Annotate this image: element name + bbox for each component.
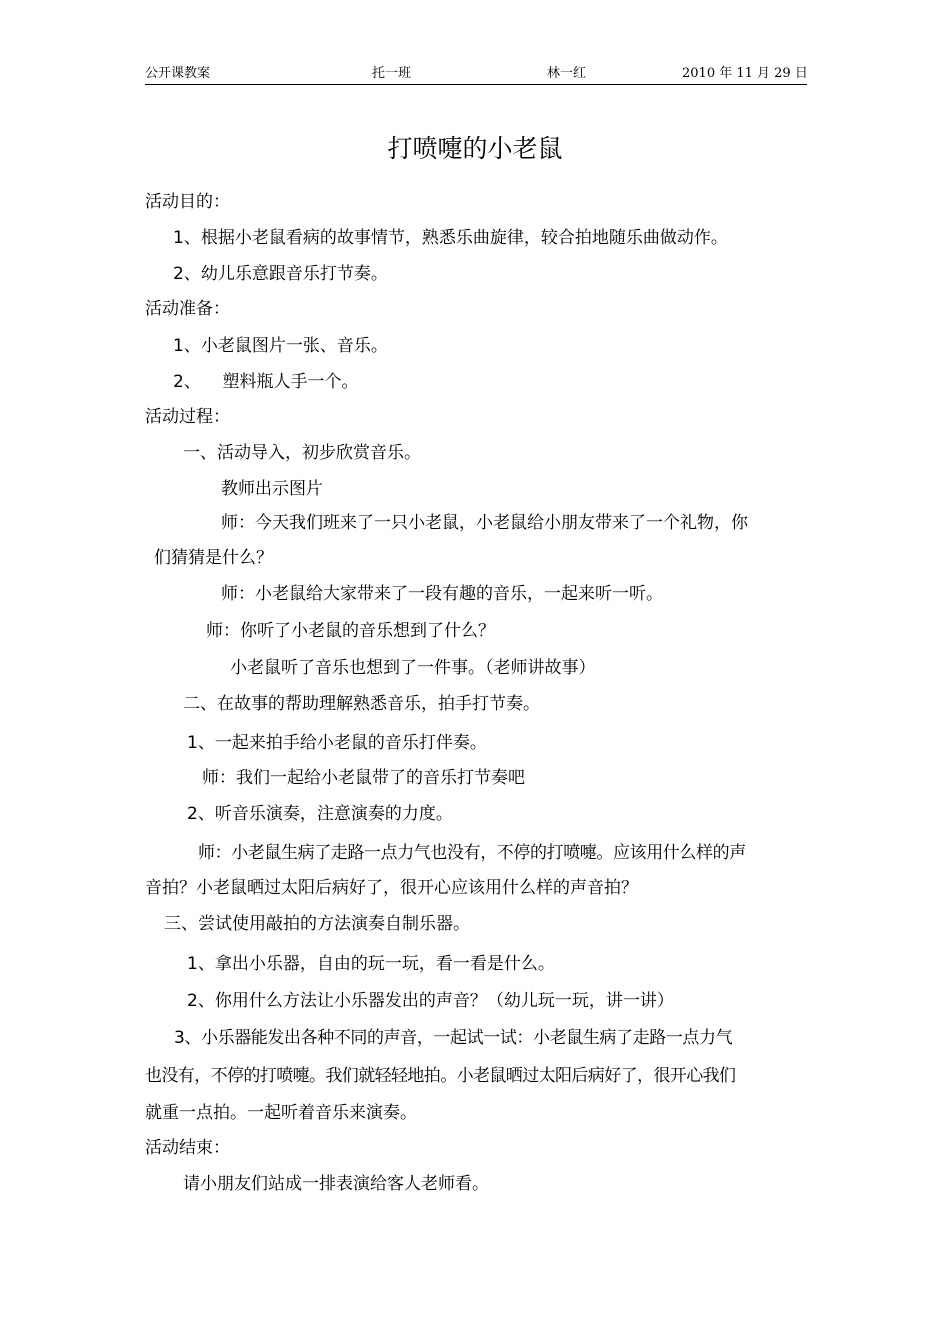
header-class-name: 托一班 xyxy=(372,66,412,81)
step3-item-2 xyxy=(187,989,674,1013)
header-rule xyxy=(145,84,807,85)
step3-item-2-num: 2 xyxy=(187,991,198,1011)
goals-item-1-text: 、根据小老鼠看病的故事情节，熟悉乐曲旋律，较合拍地随乐曲做动作。 xyxy=(183,228,728,248)
step2-item-1-teacher: 师：我们一起给小老鼠带了的音乐打节奏吧 xyxy=(202,768,525,788)
goals-item-2 xyxy=(173,262,388,286)
step1-line-3: 师：小老鼠给大家带来了一段有趣的音乐，一起来听一听。 xyxy=(221,584,663,604)
goals-item-1 xyxy=(173,226,728,250)
prep-item-2-num: 2 xyxy=(173,372,184,392)
step1-title: 一、活动导入，初步欣赏音乐。 xyxy=(183,443,421,463)
header-teacher: 林一红 xyxy=(547,66,587,81)
goals-item-2-num: 2 xyxy=(173,264,184,284)
prep-item-2-text: 、 塑料瓶人手一个。 xyxy=(183,372,359,392)
step2-item-1-num: 1 xyxy=(187,733,198,753)
step2-item-2-teacher-b: 音拍？小老鼠晒过太阳后病好了，很开心应该用什么样的声音拍？ xyxy=(145,878,638,898)
step1-line-5: 小老鼠听了音乐也想到了一件事。（老师讲故事） xyxy=(230,658,596,678)
header-date: 2010 年 11 月 29 日 xyxy=(682,66,808,81)
step2-item-2 xyxy=(187,802,453,826)
step3-item-2-text: 、你用什么方法让小乐器发出的声音？（幼儿玩一玩，讲一讲） xyxy=(197,991,674,1011)
step3-item-3-num: 3 xyxy=(174,1028,185,1048)
step1-line-2a: 师：今天我们班来了一只小老鼠，小老鼠给小朋友带来了一个礼物，你 xyxy=(221,513,748,533)
process-heading: 活动过程： xyxy=(145,407,230,427)
step3-item-1 xyxy=(187,952,555,976)
prep-item-1-num: 1 xyxy=(173,336,184,356)
step3-item-1-num: 1 xyxy=(187,954,198,974)
step1-line-4: 师：你听了小老鼠的音乐想到了什么？ xyxy=(206,621,495,641)
ending-text: 请小朋友们站成一排表演给客人老师看。 xyxy=(183,1174,489,1194)
step2-title: 二、在故事的帮助理解熟悉音乐，拍手打节奏。 xyxy=(183,694,540,714)
step3-item-3a-text: 、小乐器能发出各种不同的声音，一起试一试：小老鼠生病了走路一点力气 xyxy=(184,1028,733,1048)
goals-item-1-num: 1 xyxy=(173,228,184,248)
step3-item-3c: 就重一点拍。一起听着音乐来演奏。 xyxy=(145,1103,417,1123)
step2-item-1 xyxy=(187,731,487,755)
step2-item-1-text: 、一起来拍手给小老鼠的音乐打伴奏。 xyxy=(197,733,487,753)
prep-item-1-text: 、小老鼠图片一张、音乐。 xyxy=(183,336,388,356)
step2-item-2-teacher-a: 师：小老鼠生病了走路一点力气也没有，不停的打喷嚏。应该用什么样的声 xyxy=(198,843,746,863)
prep-item-2 xyxy=(173,370,358,394)
step1-line-1: 教师出示图片 xyxy=(221,479,323,499)
header-doc-type: 公开课教案 xyxy=(145,66,211,81)
step2-item-2-num: 2 xyxy=(187,804,198,824)
step1-line-2b: 们猜猜是什么？ xyxy=(154,548,273,568)
prep-item-1 xyxy=(173,334,388,358)
step2-item-2-text: 、听音乐演奏，注意演奏的力度。 xyxy=(197,804,453,824)
goals-item-2-text: 、幼儿乐意跟音乐打节奏。 xyxy=(183,264,388,284)
prep-heading: 活动准备： xyxy=(145,299,230,319)
step3-title: 三、尝试使用敲拍的方法演奏自制乐器。 xyxy=(164,914,470,934)
step3-item-3a xyxy=(174,1026,732,1050)
goals-heading: 活动目的： xyxy=(145,192,230,212)
step3-item-1-text: 、拿出小乐器，自由的玩一玩，看一看是什么。 xyxy=(197,954,555,974)
step3-item-3b: 也没有，不停的打喷嚏。我们就轻轻地拍。小老鼠晒过太阳后病好了，很开心我们 xyxy=(145,1066,736,1086)
page-title: 打喷嚏的小老鼠 xyxy=(387,134,563,163)
ending-heading: 活动结束： xyxy=(145,1138,230,1158)
